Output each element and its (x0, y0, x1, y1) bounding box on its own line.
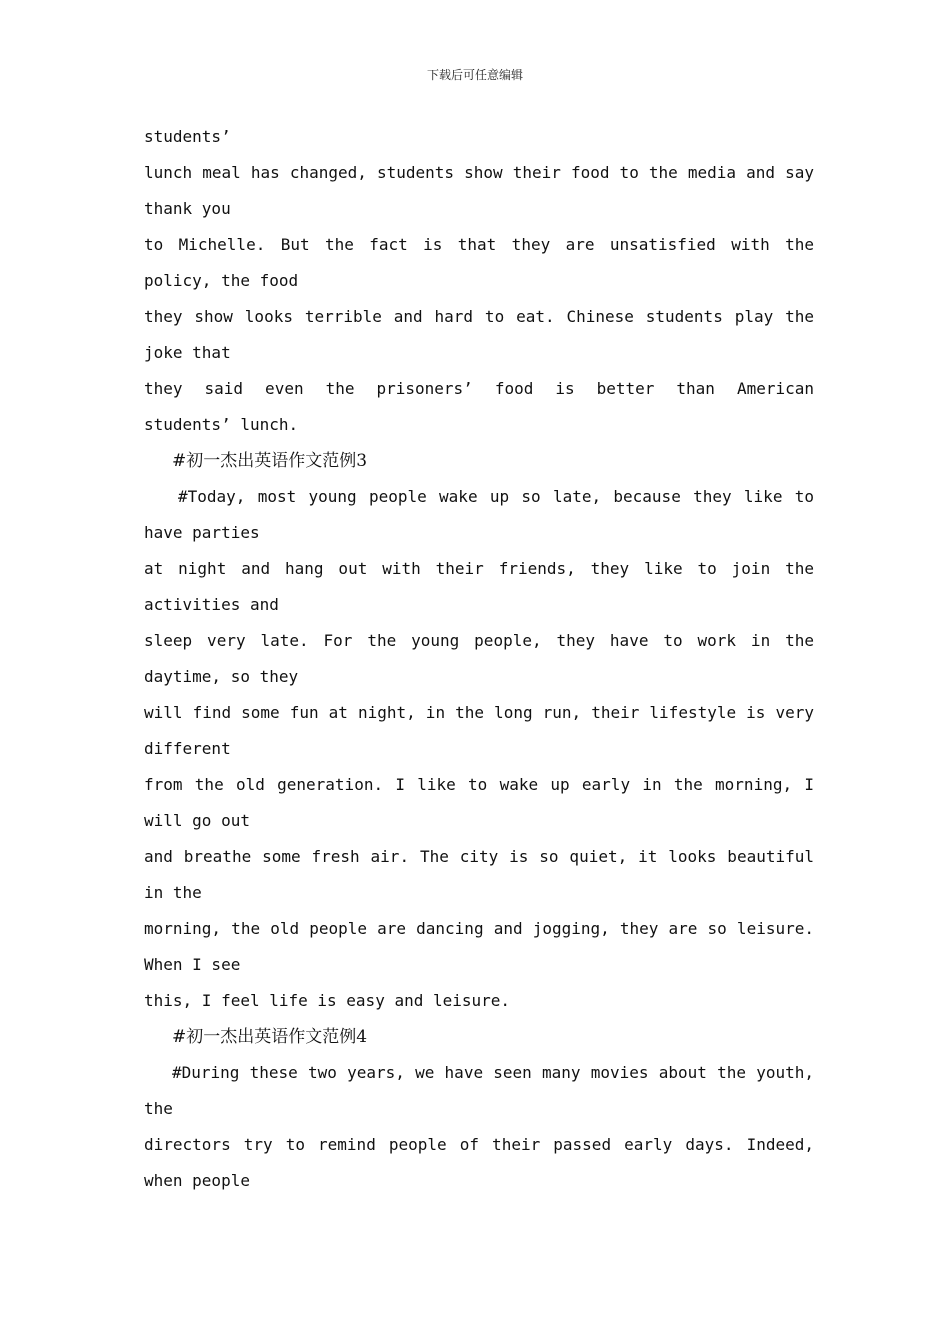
text-line: students’ (144, 127, 231, 146)
text-line: morning, the old people are dancing and jogging, they are so leisure. (144, 919, 814, 938)
text-line: to Michelle. But the fact is that they are unsatisfied with the (144, 235, 814, 254)
text-line: at night and hang out with their friends, they like to join the (144, 559, 814, 578)
text-line: and breathe some fresh air. The city is so quiet, it looks beautiful (144, 847, 814, 866)
text-line: when people (144, 1171, 250, 1190)
text-line: When I see (144, 955, 241, 974)
text-line: directors try to remind people of their passed early days. Indeed, (144, 1135, 814, 1154)
section-heading: #初一杰出英语作文范例3 (172, 451, 368, 471)
text-line: #During these two years, we have seen many movies about the youth, (172, 1063, 814, 1082)
text-line: lunch meal has changed, students show their food to the media and say (144, 163, 814, 182)
document-body (144, 124, 814, 1204)
text-line: joke that (144, 343, 231, 362)
text-line: thank you (144, 199, 231, 218)
text-line: policy, the food (144, 271, 299, 290)
section-heading: #初一杰出英语作文范例4 (172, 1027, 368, 1047)
text-line: different (144, 739, 231, 758)
text-line: they show looks terrible and hard to eat. Chinese students play the (144, 307, 814, 326)
text-line: in the (144, 883, 202, 902)
page-header: 下载后可任意编辑 (426, 68, 523, 82)
text-line: will find some fun at night, in the long run, their lifestyle is very (144, 703, 814, 722)
text-line: students’ lunch. (144, 415, 299, 434)
text-line: #Today, most young people wake up so late, because they like to (178, 487, 814, 506)
text-line: sleep very late. For the young people, they have to work in the (144, 631, 814, 650)
text-line: this, I feel life is easy and leisure. (144, 991, 511, 1010)
text-line: they said even the prisoners’ food is better than American (144, 379, 814, 398)
text-line: from the old generation. I like to wake up early in the morning, I (144, 775, 814, 794)
text-line: activities and (144, 595, 279, 614)
text-line: daytime, so they (144, 667, 299, 686)
text-line: will go out (144, 811, 250, 830)
text-line: the (144, 1099, 173, 1118)
text-line: have parties (144, 523, 260, 542)
